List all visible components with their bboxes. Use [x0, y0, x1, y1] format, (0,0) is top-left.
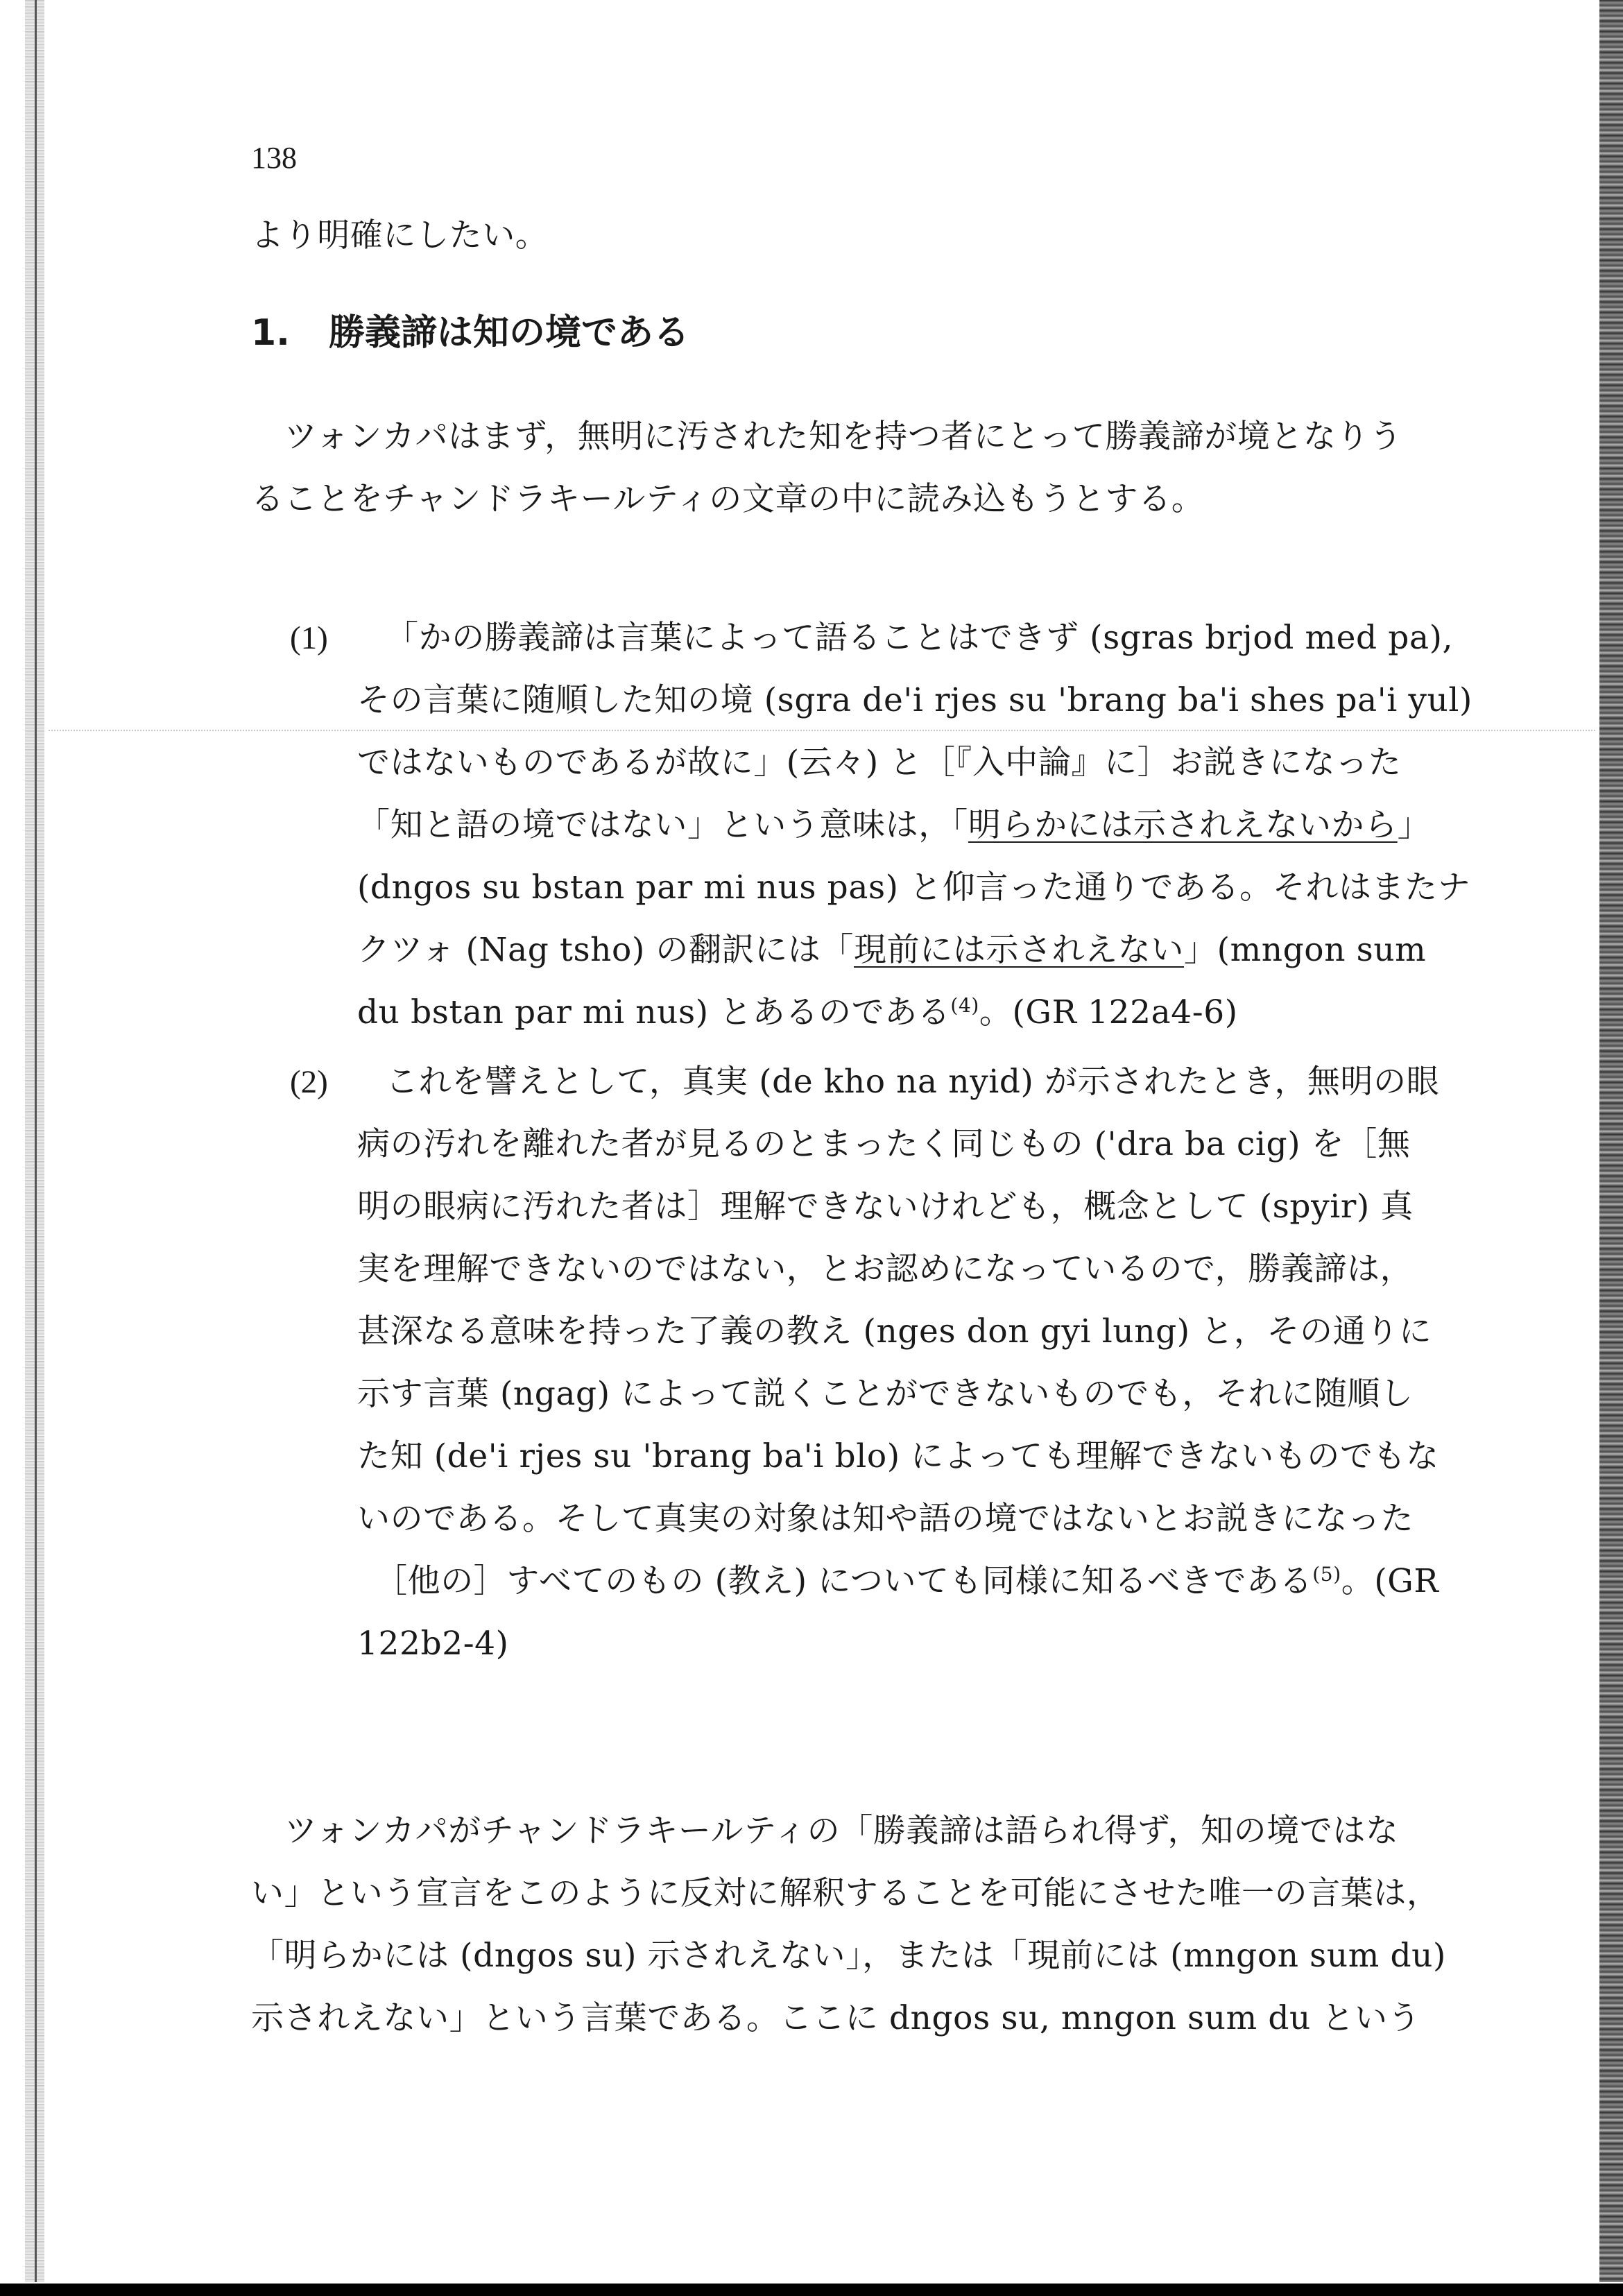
para2-line-4: 示されえない」という言葉である。ここに dngos su, mngon sum du という	[251, 1999, 1421, 2037]
scan-binding-line	[35, 0, 37, 2282]
quote2-line-7: た知 (de'i rjes su 'brang ba'i blo) によっても理解できないものでもな	[357, 1437, 1439, 1475]
page-number: 138	[251, 141, 297, 175]
quote1-line-6-text: クツォ (Nag tsho) の翻訳には「	[357, 931, 855, 969]
quote1-line-4-close: 」	[1397, 806, 1431, 844]
para1-line-2: ることをチャンドラキールティの文章の中に読み込もうとする。	[251, 480, 1205, 518]
quote2-label: (2)	[290, 1064, 328, 1100]
footnote-ref-4[interactable]: (4)	[950, 994, 979, 1017]
quote2-citation: 。(GR	[1341, 1562, 1439, 1600]
quote1-underlined-phrase: 明らかには示されえないから	[968, 806, 1398, 844]
quote2-line-10: 122b2-4)	[357, 1625, 509, 1663]
quote2-line-4: 実を理解できないのではない，とお認めになっているので，勝義諦は，	[357, 1250, 1414, 1288]
para2-line-1: ツォンカパがチャンドラキールティの「勝義諦は語られ得ず，知の境ではな	[284, 1812, 1399, 1850]
quote1-line-6	[357, 923, 1426, 978]
quote2-line-2: 病の汚れを離れた者が見るのとまったく同じもの ('dra ba cig) を［無	[357, 1125, 1411, 1163]
quote2-line-5: 甚深なる意味を持った了義の教え (nges don gyi lung) と，その通りに	[357, 1312, 1432, 1351]
quote1-line-1: 「かの勝義諦は言葉によって語ることはできず (sgras brjod med pa),	[386, 619, 1454, 657]
quote1-label: (1)	[290, 620, 328, 656]
quote2-line-9	[375, 1554, 1439, 1609]
quote2-line-1: これを譬えとして，真実 (de kho na nyid) が示されたとき，無明の眼	[386, 1063, 1440, 1101]
quote1-line-6-close: 」(mngon sum	[1184, 931, 1427, 969]
quote1-line-3: ではないものであるが故に」(云々) と［『入中論』に］お説きになった	[357, 744, 1402, 782]
quote1-line-2: その言葉に随順した知の境 (sgra de'i rjes su 'brang ba'i shes pa'i yul)	[357, 681, 1472, 719]
scan-dotted-rule	[49, 730, 1595, 731]
section-number: 1.	[251, 312, 290, 354]
section-heading	[251, 305, 689, 361]
footnote-ref-5[interactable]: (5)	[1312, 1563, 1341, 1586]
quote2-line-8: いのである。そして真実の対象は知や語の境ではないとお説きになった	[357, 1500, 1414, 1538]
quote1-line-5: (dngos su bstan par mi nus pas) と仰言った通りである。それはまたナ	[357, 868, 1471, 907]
scan-edge-right	[1599, 0, 1623, 2282]
quote1-line-4-text: 「知と語の境ではない」という意味は，「	[357, 806, 968, 844]
quote1-line-7-text: du bstan par mi nus) とあるのである	[357, 993, 951, 1031]
quote2-line-6: 示す言葉 (ngag) によって説くことができないものでも，それに随順し	[357, 1375, 1414, 1413]
quote1-citation: 。(GR 122a4-6)	[979, 993, 1238, 1031]
para2-line-3: 「明らかには (dngos su) 示されえない」，または「現前には (mngon sum du)	[251, 1937, 1446, 1975]
quote1-line-7	[357, 985, 1238, 1040]
para1-line-1: ツォンカパはまず，無明に汚された知を持つ者にとって勝義諦が境となりう	[284, 418, 1402, 456]
scan-edge-bottom	[0, 2284, 1623, 2296]
para2-line-2: い」という宣言をこのように反対に解釈することを可能にさせた唯一の言葉は，	[251, 1874, 1440, 1912]
quote2-line-3: 明の眼病に汚れた者は］理解できないけれども，概念として (spyir) 真	[357, 1188, 1414, 1226]
intro-line: より明確にしたい。	[251, 216, 549, 255]
quote1-line-4	[357, 798, 1430, 853]
section-title: 勝義諦は知の境である	[329, 312, 690, 354]
quote2-line-9-text: ［他の］すべてのもの (教え) についても同様に知るべきである	[375, 1562, 1313, 1600]
quote1-underlined-phrase-2: 現前には示されえない	[854, 931, 1185, 969]
